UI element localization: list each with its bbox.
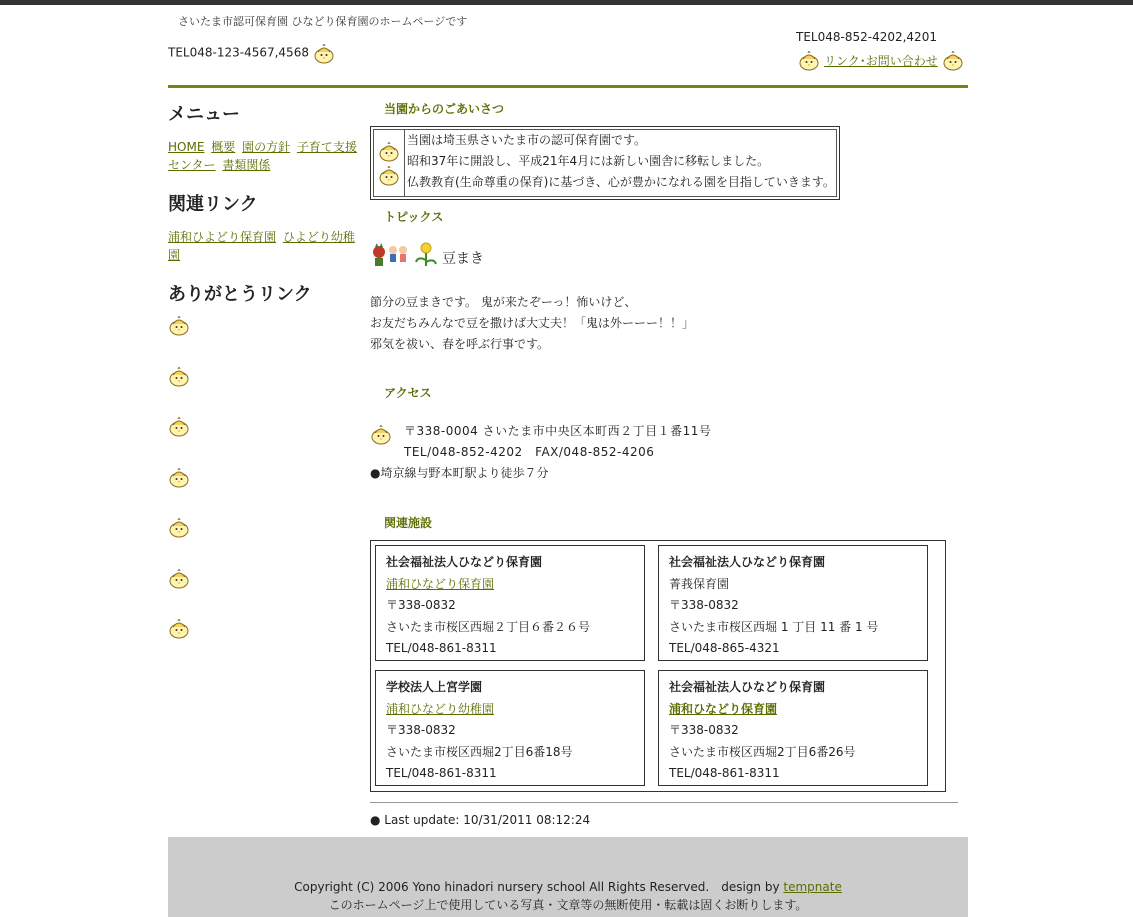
- access-tel-fax: TEL/048-852-4202 FAX/048-852-4206: [404, 445, 655, 459]
- facility-cell: [375, 670, 645, 786]
- menu-item-support-center[interactable]: 子育て支援センター: [168, 140, 357, 172]
- facility-address: さいたま市桜区西堀2丁目6番26号: [669, 744, 856, 759]
- chick-icon: [313, 42, 335, 64]
- topic-item-title: 豆まき: [442, 251, 484, 267]
- thanks-link[interactable]: [168, 314, 364, 365]
- footer-copyright-line: [168, 878, 968, 895]
- topics-title: トピックス: [384, 210, 444, 224]
- thanks-links: [168, 314, 364, 668]
- copyright-text: Copyright (C) 2006 Yono hinadori nursery school All Rights Reserved. design by: [294, 880, 784, 894]
- chick-icon: [370, 423, 392, 445]
- topic-line: 節分の豆まきです。 鬼が来たぞーっ！怖いけど、: [370, 295, 637, 309]
- topic-heading: [370, 240, 484, 268]
- chick-icon: [168, 567, 190, 589]
- related-links-title: 関連リンク: [168, 194, 258, 215]
- facility-zip: 〒338-0832: [386, 598, 456, 612]
- facility-tel: TEL/048-865-4321: [669, 641, 780, 655]
- chick-icon: [168, 466, 190, 488]
- facility-zip: 〒338-0832: [386, 723, 456, 737]
- greeting-line: 昭和37年に開設し、平成21年4月には新しい園舎に移転しました。: [407, 154, 770, 168]
- greeting-title: 当園からのごあいさつ: [384, 102, 505, 116]
- chick-icon: [168, 617, 190, 639]
- facility-zip: 〒338-0832: [669, 723, 739, 737]
- tel-left-text: TEL048-123-4567,4568: [168, 45, 309, 60]
- chick-icon: [168, 415, 190, 437]
- chick-icon: [378, 164, 400, 186]
- chick-icon: [168, 516, 190, 538]
- greeting-box: [370, 126, 840, 200]
- facility-cell: [658, 670, 928, 786]
- contact-link[interactable]: リンク･お問い合わせ: [824, 53, 938, 68]
- facility-link[interactable]: 浦和ひなどり保育園: [669, 701, 778, 716]
- thanks-link[interactable]: [168, 466, 364, 517]
- facility-address: さいたま市桜区西堀 1 丁目 11 番 1 号: [669, 619, 879, 634]
- thanks-link[interactable]: [168, 516, 364, 567]
- flower-icon: [414, 240, 438, 268]
- footer-notice: このホームページ上で使用している写真・文章等の無断使用・転載は固くお断りします。: [328, 898, 808, 912]
- facility-name: 菁莪保育園: [669, 576, 730, 591]
- topic-line: 邪気を祓い、春を呼ぶ行事です。: [370, 337, 550, 351]
- related-facilities-title: 関連施設: [384, 516, 433, 530]
- facility-org: 社会福祉法人ひなどり保育園: [669, 680, 826, 694]
- facility-cell: [658, 545, 928, 661]
- menu-item-home[interactable]: HOME: [168, 140, 205, 154]
- access-title: アクセス: [384, 386, 432, 400]
- greeting-text: [405, 130, 835, 196]
- access-address: 〒338-0004 さいたま市中央区本町西２丁目１番11号: [404, 424, 712, 438]
- topic-line: お友だちみんなで豆を撒けば大丈夫！「鬼は外ーーー！！」: [370, 316, 695, 330]
- access-info: [370, 421, 711, 484]
- facility-address: さいたま市桜区西堀2丁目6番18号: [386, 744, 573, 759]
- greeting-line: 仏教教育(生命尊重の保育)に基づき、心が豊かになれる園を目指していきます。: [407, 175, 835, 189]
- greeting-line: 当園は埼玉県さいたま市の認可保育園です。: [407, 133, 647, 147]
- footer: [168, 837, 968, 917]
- menu-title: メニュー: [168, 104, 240, 125]
- facility-tel: TEL/048-861-8311: [386, 641, 497, 655]
- facility-link[interactable]: 浦和ひなどり幼稚園: [386, 701, 495, 716]
- menu-links: [168, 138, 364, 174]
- design-link[interactable]: tempnate: [783, 880, 842, 894]
- contact-links: [798, 49, 964, 71]
- facility-link[interactable]: 浦和ひなどり保育園: [386, 576, 495, 591]
- facility-address: さいたま市桜区西堀２丁目６番２６号: [386, 619, 591, 634]
- chick-icon: [168, 365, 190, 387]
- tagline: さいたま市認可保育園 ひなどり保育園のホームページです: [178, 15, 468, 28]
- menu-item-overview[interactable]: 概要: [211, 140, 236, 154]
- menu-item-documents[interactable]: 書類関係: [222, 158, 271, 172]
- site-header: [168, 5, 968, 89]
- thanks-link[interactable]: [168, 415, 364, 466]
- facility-cell: [375, 545, 645, 661]
- last-update: ● Last update: 10/31/2011 08:12:24: [370, 813, 591, 827]
- access-walk: ●埼京線与野本町駅より徒歩７分: [370, 466, 549, 480]
- thanks-link[interactable]: [168, 617, 364, 668]
- facility-tel: TEL/048-861-8311: [669, 766, 780, 780]
- thanks-link[interactable]: [168, 365, 364, 416]
- tel-left: [168, 42, 335, 64]
- topic-text: [370, 292, 694, 355]
- menu-item-policy[interactable]: 園の方針: [242, 140, 291, 154]
- thanks-link[interactable]: [168, 567, 364, 618]
- greeting-icons: [374, 130, 405, 196]
- related-link-hiyodori-kindergarten[interactable]: ひよどり幼稚園: [168, 230, 355, 262]
- facility-org: 学校法人上宮学園: [386, 680, 483, 694]
- related-links: [168, 228, 364, 264]
- chick-icon: [798, 49, 820, 71]
- chick-icon: [378, 140, 400, 162]
- divider: [370, 802, 958, 803]
- tel-right: TEL048-852-4202,4201: [796, 30, 937, 44]
- facility-tel: TEL/048-861-8311: [386, 766, 497, 780]
- facility-zip: 〒338-0832: [669, 598, 739, 612]
- header-rule: [168, 85, 968, 88]
- setsubun-illustration-icon: [370, 240, 410, 268]
- related-link-urawa-hiyodori[interactable]: 浦和ひよどり保育園: [168, 230, 277, 244]
- related-facilities-table: [370, 540, 946, 792]
- thanks-links-title: ありがとうリンク: [168, 284, 312, 305]
- chick-icon: [168, 314, 190, 336]
- facility-org: 社会福祉法人ひなどり保育園: [669, 555, 826, 569]
- facility-org: 社会福祉法人ひなどり保育園: [386, 555, 543, 569]
- sidebar: [168, 100, 364, 668]
- chick-icon: [942, 49, 964, 71]
